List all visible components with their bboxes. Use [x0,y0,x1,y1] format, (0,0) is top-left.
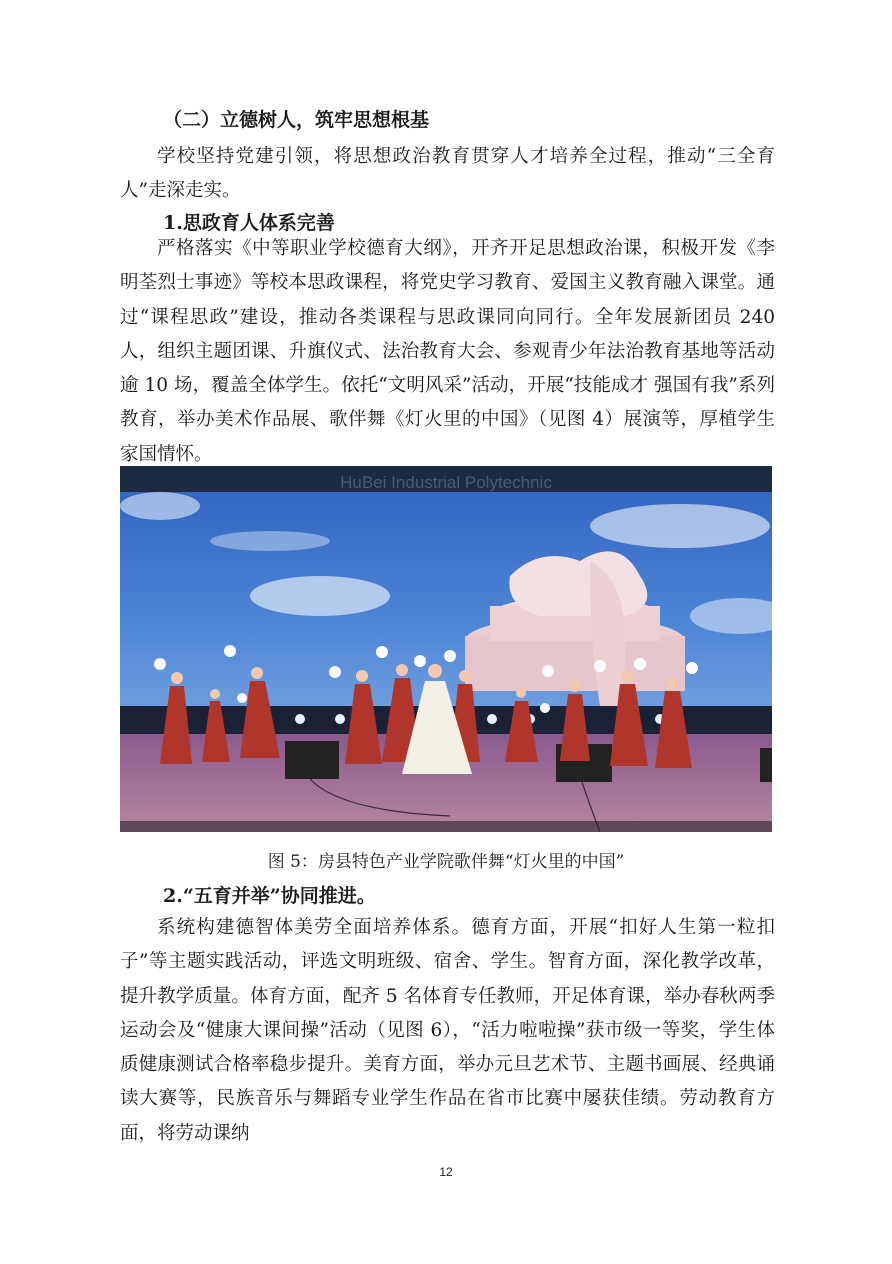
page-number: 12 [439,1165,453,1179]
subsection-1-paragraph: 严格落实《中等职业学校德育大纲》，开齐开足思想政治课，积极开发《李明荃烈士事迹》等校本思政课程，将党史学习教育、爱国主义教育融入课堂。通过“课程思政”建设，推动各类课程与思政课同向同行。全年发展新团员 240 人，组织主题团课、升旗仪式、法治教育大会、参观青少年法治教育基地等活动逾 10 场，覆盖全体学生。依托“文明风采”活动，开展“技能成才 强国有我”系列教育，举办美术作品展、歌伴舞《灯火里的中国》（见图 4）展演等，厚植学生家国情怀。 [120,238,775,465]
section-heading: （二）立德树人，筑牢思想根基 [163,109,430,131]
subsection-2-paragraph: 系统构建德智体美劳全面培养体系。德育方面，开展“扣好人生第一粒扣子”等主题实践活动，评选文明班级、宿舍、学生。智育方面，深化教学改革，提升教学质量。体育方面，配齐 5 名体育专任教师，开足体育课，举办春秋两季运动会及“健康大课间操”活动（见图 6），“活力啦啦操”获市级一等奖，学生体质健康测试合格率稳步提升。美育方面，举办元旦艺术节、主题书画展、经典诵读大赛等，民族音乐与舞蹈专业学生作品在省市比赛中屡获佳绩。劳动教育方面，将劳动课纳 [120,917,775,1144]
performance-photo [120,466,772,832]
figure-caption: 图 5：房县特色产业学院歌伴舞“灯火里的中国” [267,852,625,872]
photo-banner-text: HuBei Industrial Polytechnic [340,473,552,492]
intro-paragraph: 学校坚持党建引领，将思想政治教育贯穿人才培养全过程，推动“三全育人”走深走实。 [120,146,775,202]
subsection-2-heading: 2.“五育并举”协同推进。 [163,885,376,907]
subsection-1-heading: 1.思政育人体系完善 [163,212,335,234]
